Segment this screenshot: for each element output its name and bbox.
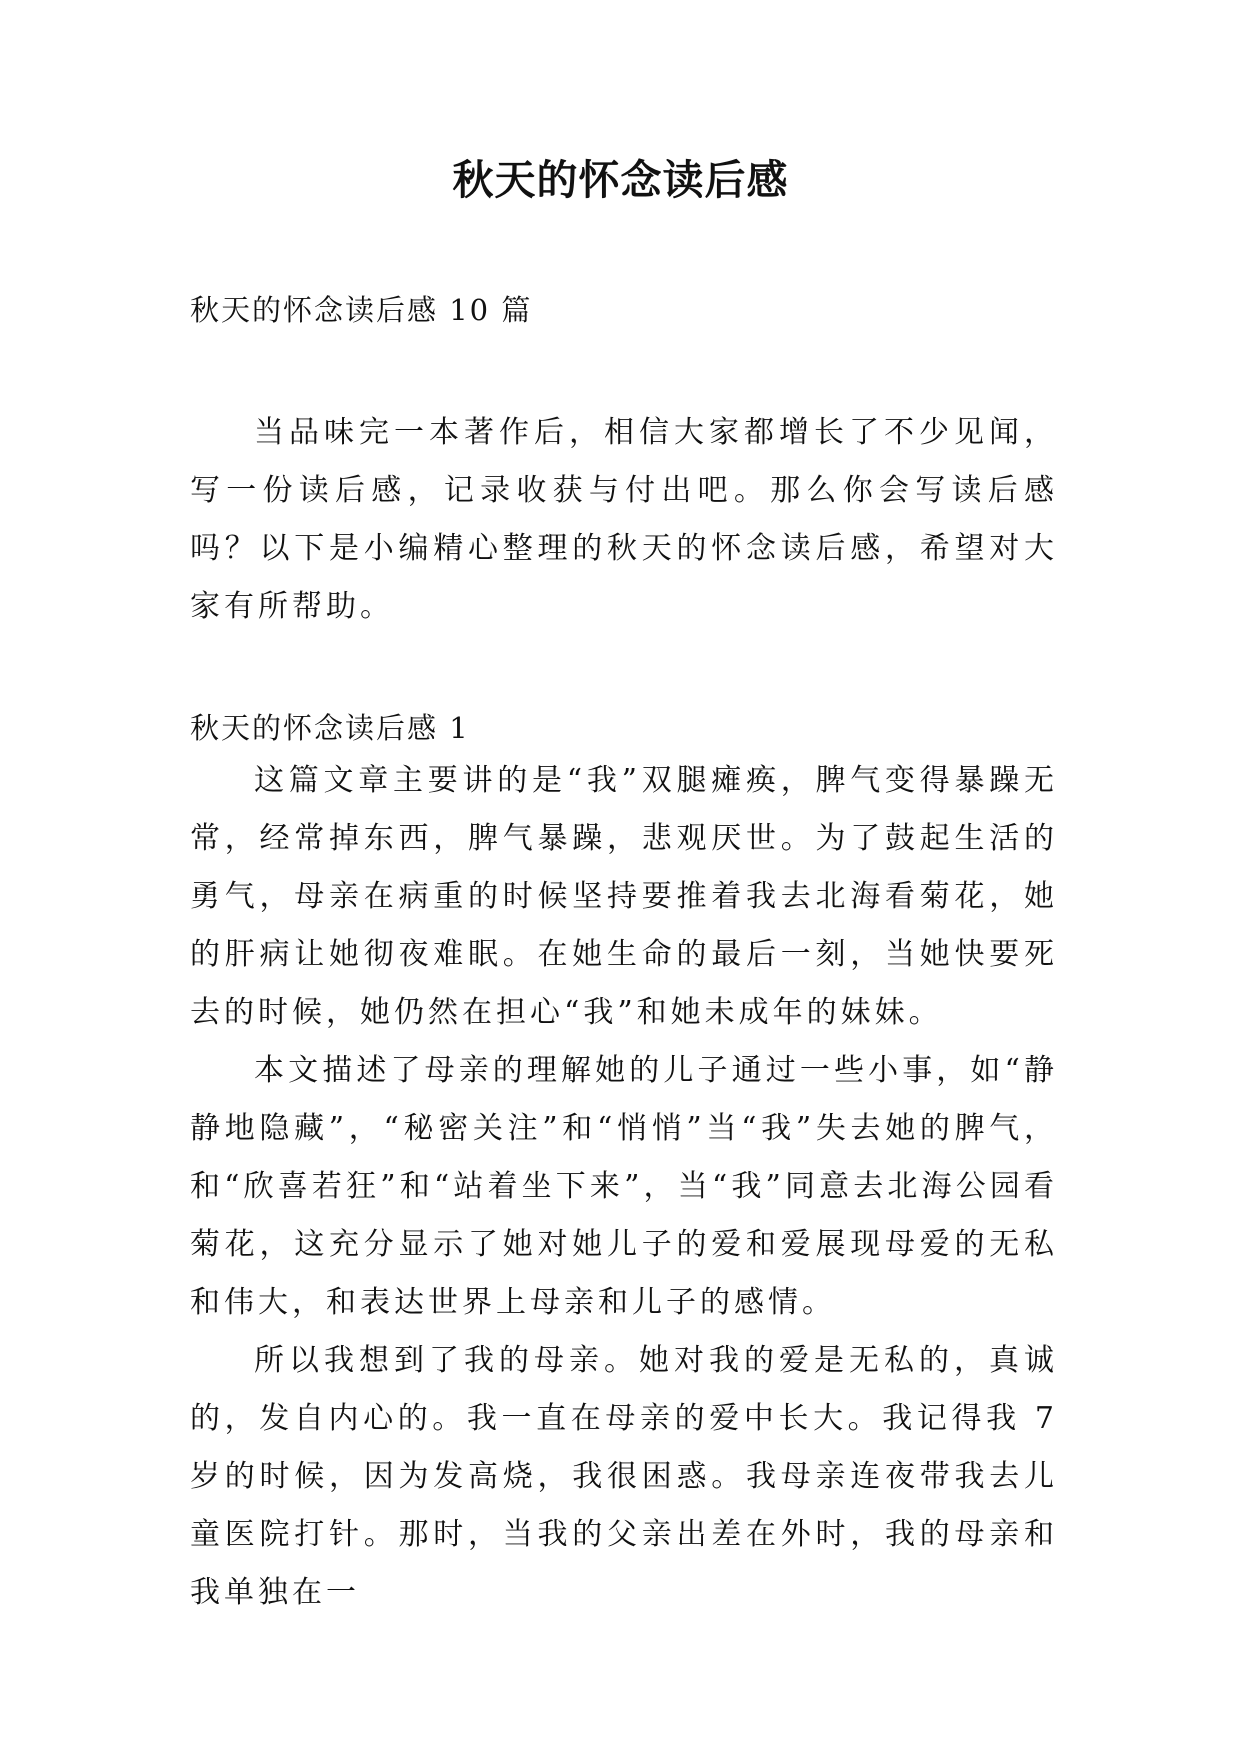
document-title: 秋天的怀念读后感: [452, 156, 789, 204]
document-subtitle: 秋天的怀念读后感 10 篇: [190, 293, 533, 327]
section-heading: 秋天的怀念读后感 1: [190, 711, 470, 745]
body-paragraph: 这篇文章主要讲的是“我”双腿瘫痪，脾气变得暴躁无常，经常掉东西，脾气暴躁，悲观厌世。为了鼓起生活的勇气，母亲在病重的时候坚持要推着我去北海看菊花，她的肝病让她彻夜难眠。在她生命的最后一刻，当她快要死去的时候，她仍然在担心“我”和她未成年的妹妹。: [190, 763, 1058, 1030]
body-text: [190, 752, 1058, 1622]
body-paragraph: 所以我想到了我的母亲。她对我的爱是无私的，真诚的，发自内心的。我一直在母亲的爱中长大。我记得我 7 岁的时候，因为发高烧，我很困惑。我母亲连夜带我去儿童医院打针。那时，当我的父亲出差在外时，我的母亲和我单独在一: [190, 1343, 1058, 1610]
intro-paragraph: 当品味完一本著作后，相信大家都增长了不少见闻，写一份读后感，记录收获与付出吧。那么你会写读后感吗？以下是小编精心整理的秋天的怀念读后感，希望对大家有所帮助。: [190, 415, 1058, 624]
body-paragraph: 本文描述了母亲的理解她的儿子通过一些小事，如“静静地隐藏”，“秘密关注”和“悄悄”当“我”失去她的脾气，和“欣喜若狂”和“站着坐下来”，当“我”同意去北海公园看菊花，这充分显示了她对她儿子的爱和爱展现母爱的无私和伟大，和表达世界上母亲和儿子的感情。: [190, 1053, 1058, 1320]
